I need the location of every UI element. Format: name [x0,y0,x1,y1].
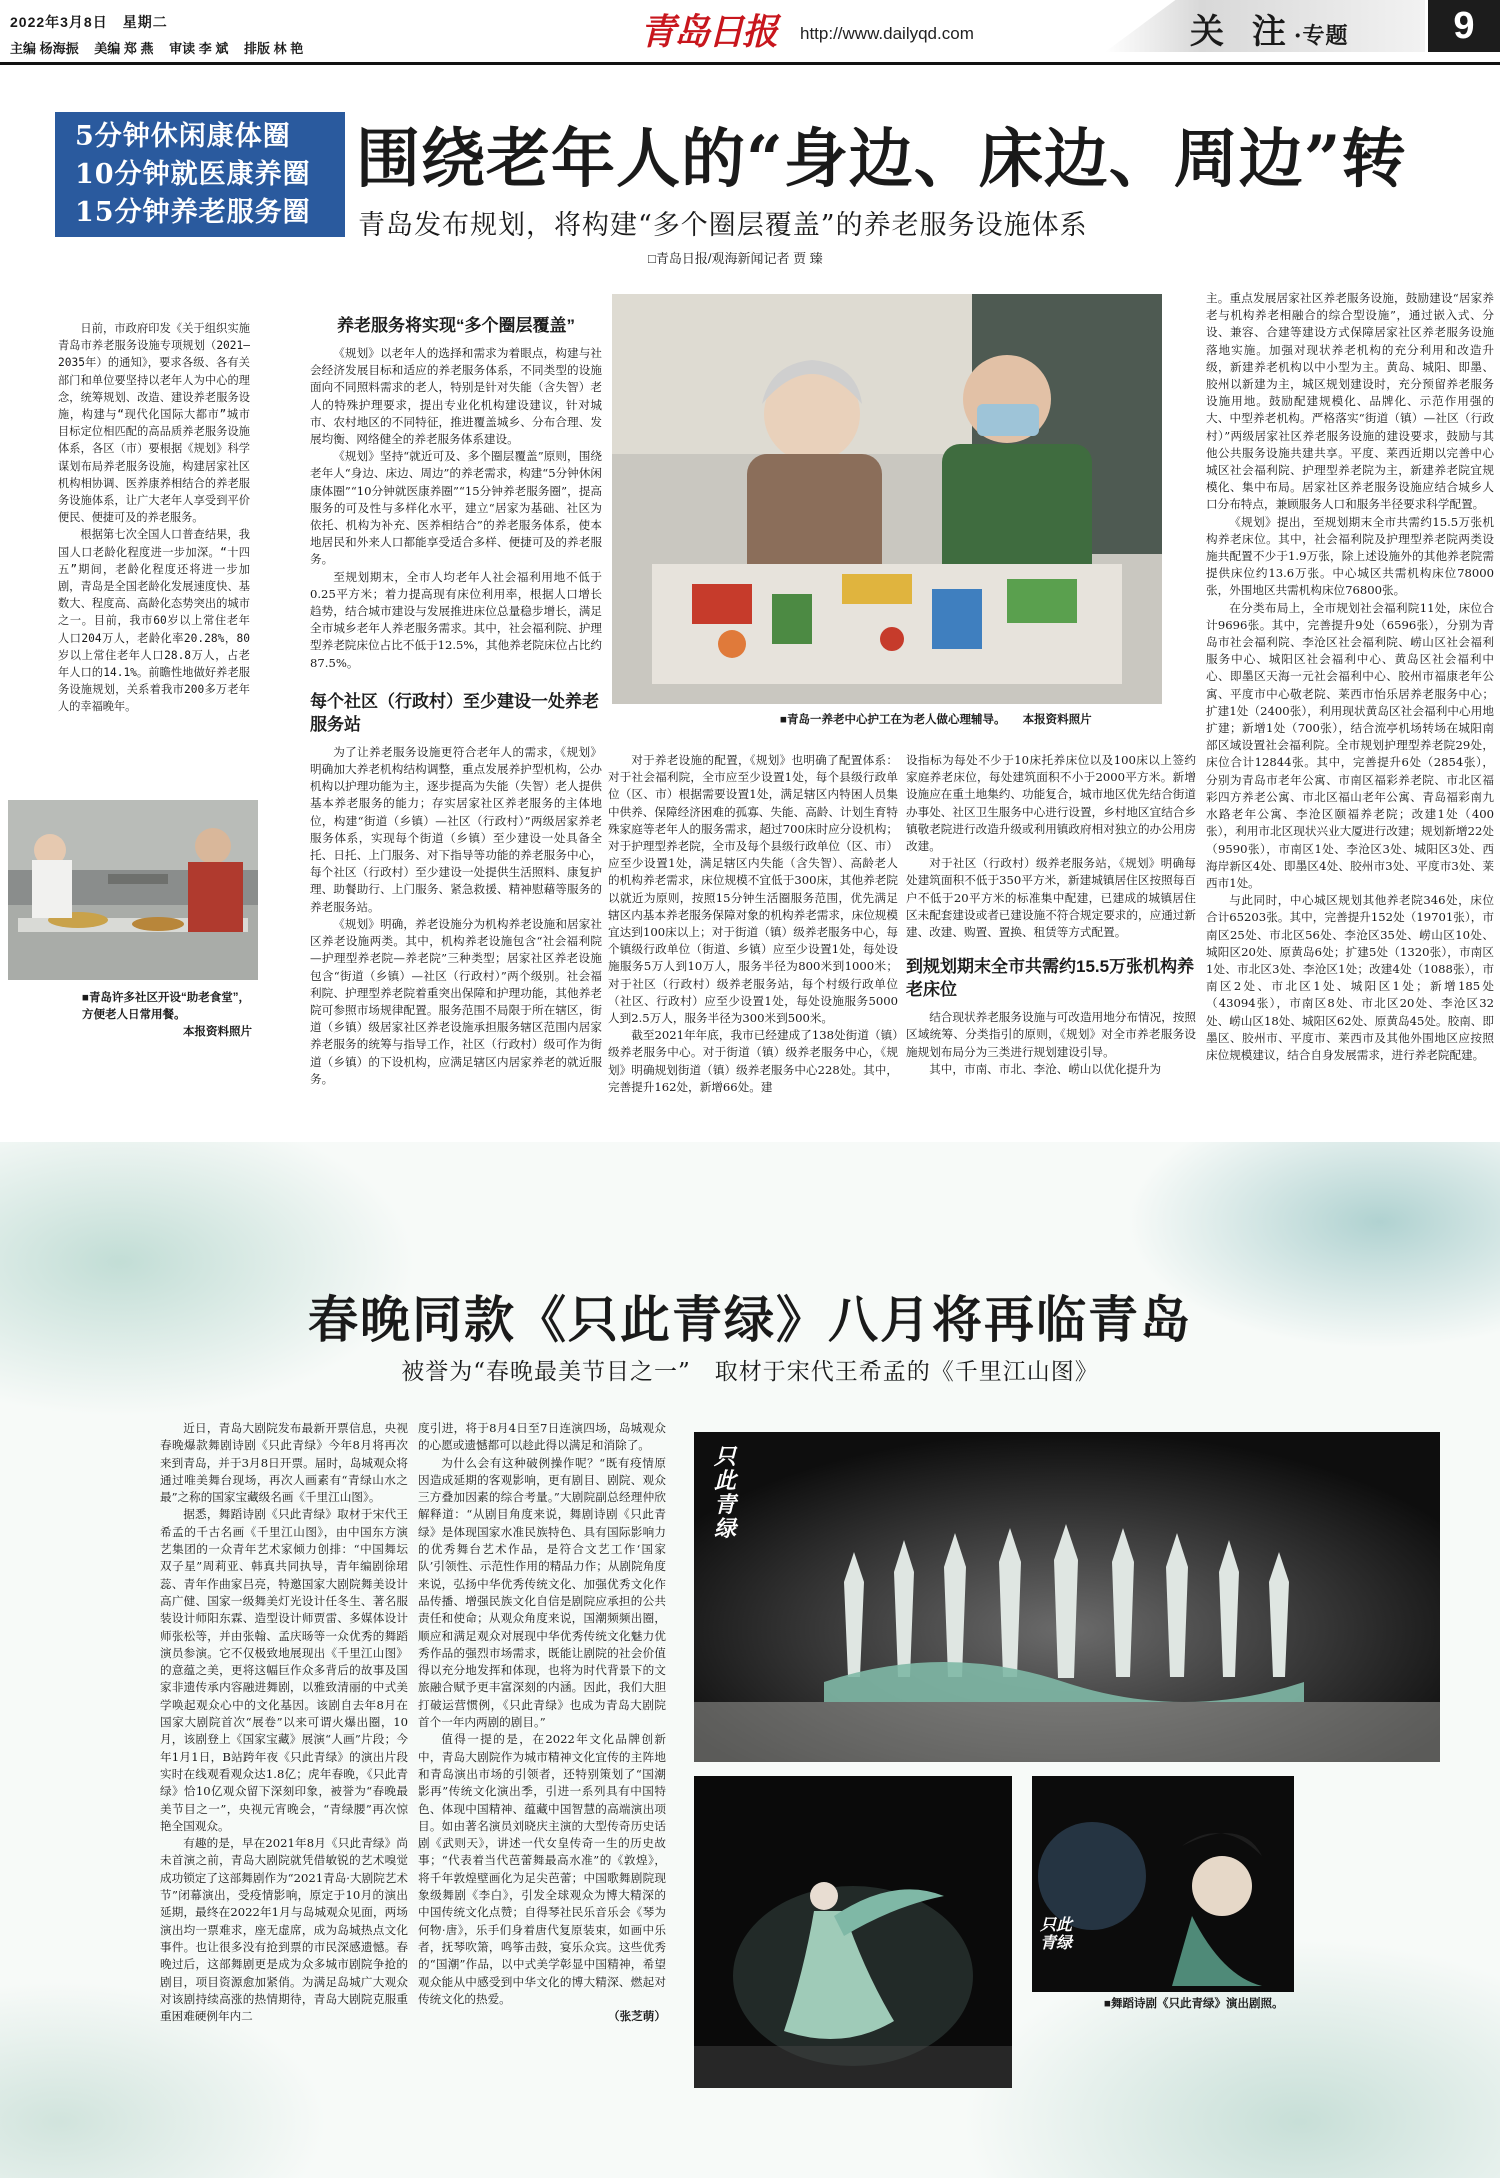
body-paragraph: 《规划》坚持“就近可及、多个圈层覆盖”原则，围绕老年人“身边、床边、周边”的养老需求，构建“5分钟休闲康体圈”“10分钟就医康养圈”“15分钟养老服务圈”，提高服务的可及性与多样化水平，建立“居家为基础、社区为依托、机构为补充、医养相结合”的养老服务体系，使本地居民和外来人口都能享受适合多样、便捷可及的养老服务。 [310,449,602,567]
body-paragraph: 至规划期末，全市人均老年人社会福利用地不低于0.25平方米；着力提高现有床位利用率，根据人口增长趋势，结合城市建设与发展推进床位总量稳步增长，满足全市城乡老年人养老服务需求。其中，社会福利院、护理型养老院床位占比不低于12.5%，其他养老院床位占比约87.5%。 [310,569,602,670]
section-name: 关 注 [1190,12,1294,52]
section-title [1190,4,1349,53]
kicker-line: 15分钟养老服务圈 [75,197,311,228]
lede-paragraph: 根据第七次全国人口普查结果，我国人口老龄化程度进一步加深。“十四五”期间，老龄化程度还将进一步加剧，青岛是全国老龄化发展速度快、基数大、程度高、高龄化态势突出的城市之一。目前，我市60岁以上常住老年人口204万人，老龄化率20.28%，80岁以上常住老年人口28.8万人，占老年人口的14.1%。前瞻性地做好养老服务设施规划，关系着我市200多万老年人的幸福晚年。 [58,528,250,714]
stage-photo-portrait [1032,1776,1294,1992]
page-number: 9 [1428,0,1500,52]
editor-credit: 审读 李 斌 [169,41,229,56]
section-heading: 到规划期末全市共需约15.5万张机构养老床位 [906,957,1195,1000]
body-paragraph: 在分类布局上，全市规划社会福利院11处，床位合计9696张。其中，完善提升9处（6596张），分别为青岛市社会福利院、李沧区社会福利院、崂山区社会福利服务中心、城阳区社会福利中心、黄岛区社会福利中心、即墨区天海一元社会福利中心、胶州市福康老年公寓、平度市中心敬老院、莱西市怡乐居养老服务中心；扩建1处（2400张），利用现状黄岛区社会福利中心用地扩建；新增1处（700张），结合流亭机场转场在城阳南部区域设置社会福利院。全市规划护理型养老院29处，床位合计12844张。其中，完善提升6处（2854张），分别为青岛市老年公寓、市南区福彩养老院、市北区福彩四方养老公寓、市北区福山老年公寓、青岛福彩南九水路老年公寓、李沧区颐福养老院；改建1处（400张），利用市北区现状兴业大厦进行改建；规划新增22处（9590张），市南区1处、李沧区3处、城阳区3处、西海岸新区4处、即墨区4处、胶州市3处、平度市3处、莱西市1处。 [1206,600,1494,890]
lead-lede [58,320,250,766]
body-paragraph: 《规划》以老年人的选择和需求为着眼点，构建与社会经济发展目标和适应的养老服务体系，不同类型的设施面向不同照料需求的老人，特别是针对失能（含失智）老人的特殊护理要求，提出专业化机构建设建议，针对城市、农村地区的不同特征，推进覆盖城乡、分布合理、发展均衡、网络健全的养老服务体系建设。 [310,346,602,447]
caption-text: ■青岛一养老中心护工在为老人做心理辅导。 [780,714,1006,726]
body-paragraph: 《规划》明确，养老设施分为机构养老设施和居家社区养老设施两类。其中，机构养老设施包含“社会福利院—护理型养老院—养老院”三种类型；居家社区养老设施包含“街道（乡镇）—社区（行政村）”两个级别。社会福利院、护理型养老院着重突出保障和护理功能，其他养老院可参照市场规律配置。服务范围不局限于所在辖区，街道（乡镇）级居家社区养老设施承担服务辖区范围内居家养老服务的统筹与指导工作，社区（行政村）级可作为街道（乡镇）的下设机构，应满足辖区内居家养老的就近服务。 [310,916,602,1086]
caregiver-photo [612,294,1162,704]
lead-headline: 围绕老年人的“身边、床边、周边”转 [356,122,1407,197]
masthead-rule [0,62,1500,65]
lead-byline: □青岛日报/观海新闻记者 贾 臻 [648,251,823,266]
newspaper-logo: 青岛日报 [640,11,777,53]
stage-photo-solo [694,1776,1012,2088]
caption-credit: 本报资料照片 [1022,714,1092,726]
body-paragraph: 其中，市南、市北、李沧、崂山以优化提升为 [929,1061,1162,1076]
lead-column-4 [906,752,1196,1130]
show-logo-line: 只此 [1040,1915,1073,1934]
lead-column-2 [310,310,602,1130]
lead-column-5 [1206,290,1494,1130]
editor-credits [10,38,315,57]
show-logo-line: 青绿 [714,1492,737,1542]
kicker-line: 10分钟就医康养圈 [75,159,311,190]
body-paragraph: 为什么会有这种破例操作呢？“既有疫情原因造成延期的客观影响，更有剧目、剧院、观众三方叠加因素的综合考量。”大剧院副总经理仲欣解释道：“从剧目角度来说，舞剧诗剧《只此青绿》是体现国家水准民族特色、具有国际影响力的优秀舞台艺术作品，是符合文艺工作‘国家队’引领性、示范性作用的精品力作；从剧院角度来说，弘扬中华优秀传统文化、加强优秀文化作品传播、增强民族文化自信是剧院应承担的公共责任和使命；从观众角度来说，国潮频频出圈，顺应和满足观众对展现中华优秀传统文化魅力优秀作品的强烈市场需求，既能让剧院的社会价值得以充分地发挥和体现，也将为时代背景下的文旅融合赋予更丰富深刻的内涵。因此，我们大胆打破运营惯例，《只此青绿》也成为青岛大剧院首个一年内两剧的剧目。” [418,1455,666,1730]
feature-headline: 春晚同款《只此青绿》八月将再临青岛 [308,1290,1192,1349]
body-paragraph: 主。重点发展居家社区养老服务设施，鼓励建设“居家养老与机构养老相融合的综合型设施”，通过嵌入式、分设、兼容、合建等建设方式保障居家社区养老服务设施落地实施。加强对现状养老机构的充分利用和改造升级，新建养老机构以中小型为主。黄岛、城阳、即墨、胶州以新建为主，城区规划建设时，充分预留养老服务设施用地。鼓励配建规模化、品牌化、示范作用强的大、中型养老机构。严格落实“街道（镇）—社区（行政村）”两级居家社区养老服务设施的建设要求，鼓励与其他公共服务设施共建共享。平度、莱西近期以完善中心城区社会福利院、护理型养老院为主，新建养老院宜规模化、集中布局。居家社区养老服务设施应结合城乡人口分布特点，兼顾服务人口和服务半径要求科学配置。 [1206,291,1494,512]
stage-photo-portrait-image [1032,1776,1294,1992]
editor-credit: 主编 杨海振 [10,41,79,56]
body-paragraph: 为了让养老服务设施更符合老年人的需求，《规划》明确加大养老机构结构调整，重点发展养护型机构，公办机构以护理功能为主，逐步提高为失能（失智）老人提供基本养老服务的能力；存实居家社区养老服务的主体地位，构建“街道（乡镇）—社区（行政村）”两级居家养老服务体系，实现每个街道（乡镇）至少建设一处具备全托、日托、上门服务、对下指导等功能的养老服务中心，每个社区（行政村）至少建设一处提供生活照料、康复护理、助餐助行、上门服务、紧急救援、精神慰藉等服务的养老服务站。 [310,744,602,914]
caption-credit: 本报资料照片 [183,1026,252,1038]
stage-photo-main [694,1432,1440,1762]
body-paragraph: 对于养老设施的配置，《规划》也明确了配置体系：对于社会福利院，全市应至少设置1处，每个县级行政单位（区、市）根据需要设置1处，满足辖区内特困人员集中供养、保障经济困难的孤寡、失能、高龄、计划生育特殊家庭等老年人的服务需求，超过700床时应分设机构；对于护理型养老院，全市及每个县级行政单位（区、市）应至少设置1处，满足辖区内失能（含失智）、高龄老人的机构养老需求，床位规模不宜低于300床，其他养老院以就近为原则，按照15分钟生活圈服务范围，优先满足辖区内基本养老服务保障对象的机构养老需求，床位规模宜达到100床以上；对于街道（镇）级养老服务中心，每个镇级行政单位（街道、乡镇）应至少设置1处，每处设施服务5万人到10万人，服务半径为800米到1000米；对于社区（行政村）级养老服务站，每个村级行政单位（社区、行政村）应至少设置1处，每处设施服务5000人到2.5万人，服务半径为300米到500米。 [608,753,898,1026]
issue-date: 2022年3月8日 星期二 [10,14,168,30]
section-heading: 每个社区（行政村）至少建设一处养老服务站 [310,691,599,734]
canteen-photo-image [8,800,258,980]
feature-author: （张芝萌） [608,2009,666,2024]
stage-photo-caption: ■舞蹈诗剧《只此青绿》演出剧照。 [1104,1998,1284,2010]
stage-photo-solo-image [694,1776,1012,2088]
newspaper-url[interactable]: http://www.dailyqd.com [800,24,974,43]
feature-column-2 [418,1420,666,2172]
body-paragraph: 结合现状养老服务设施与可改造用地分布情况，按照区域统筹、分类指引的原则，《规划》对全市养老服务设施规划布局分为三类进行规划建设引导。 [906,1010,1196,1059]
feature-column-1 [160,1420,408,2162]
masthead [0,0,1500,72]
body-paragraph: 设指标为每处不少于10床托养床位以及100床以上签约家庭养老床位，每处建筑面积不小于2000平方米。新增设施应在重土地集约、功能复合，城市地区优先结合街道办事处、社区卫生服务中心进行设置，乡村地区宜结合乡镇敬老院进行改造升级或利用镇政府相对独立的办公用房改建。 [906,753,1196,854]
kicker-line: 5分钟休闲康体圈 [75,121,291,152]
caregiver-photo-caption [780,712,1160,729]
editor-credit: 美编 郑 燕 [94,41,154,56]
body-paragraph: 值得一提的是，在2022年文化品牌创新中，青岛大剧院作为城市精神文化宜传的主阵地和青岛演出市场的引领者，还特别策划了“国潮影再”传统文化演出季，引进一系列具有中国特色、体现中国精神、蕴藏中国智慧的高端演出项目。如由著名演员刘晓庆主演的大型传奇历史话剧《武则天》，讲述一代女皇传奇一生的历史故事；“代表着当代芭蕾舞最高水准”的《敦煌》，将千年敦煌壁画化为足尖芭蕾；中国歌舞剧院现象级舞剧《李白》，引发全球观众为博大精深的中国传统文化点赞；自得琴社民乐音乐会《琴为何物·唐》，乐手们身着唐代复原装束，如画中乐者，抚琴吹箫，鸣筝击鼓，宴乐众宾。这些优秀的“国潮”作品，以中式美学彰显中国精神，希望观众能从中感受到中华文化的博大精深、燃起对传统文化的热爱。 [418,1732,666,2006]
body-paragraph: 截至2021年年底，我市已经建成了138处街道（镇）级养老服务中心。对于街道（镇）级养老服务中心，《规划》明确规划街道（镇）级养老服务中心228处。其中，完善提升162处，新增66处。建 [608,1028,898,1094]
show-logo-line: 只此 [714,1444,737,1494]
lead-column-3 [608,752,898,1130]
show-logo-small [1040,1916,1072,1952]
show-logo-line: 青绿 [1040,1933,1073,1952]
body-paragraph: 近日，青岛大剧院发布最新开票信息，央视春晚爆款舞剧诗剧《只此青绿》今年8月将再次来到青岛，并于3月8日开票。届时，岛城观众将通过唯美舞台现场，再次人画素有“青绿山水之最”之称的国家宝藏级名画《千里江山图》。 [160,1421,408,1505]
body-paragraph: 度引进，将于8月4日至7日连演四场，岛城观众的心愿或遗憾都可以趁此得以满足和消除了。 [418,1421,666,1453]
body-paragraph: 有趣的是，早在2021年8月《只此青绿》尚未首演之前，青岛大剧院就凭借敏锐的艺术嗅觉成功锁定了这部舞剧作为“2021青岛·大剧院艺术节”闭幕演出，受疫情影响，原定于10月的演出延期，最终在2022年1月与岛城观众见面，两场演出均一票难求，座无虚席，成为岛城热点文化事件。也让很多没有抢到票的市民深感遗憾。春晚过后，这部舞剧更是成为众多城市剧院争抢的剧目，项目资源愈加紧俏。为满足岛城广大观众对该剧持续高涨的热情期待，青岛大剧院克服重重困难硬例年内二 [160,1836,408,2024]
body-paragraph: 据悉，舞蹈诗剧《只此青绿》取材于宋代王希孟的千古名画《千里江山图》，由中国东方演艺集团的一众青年艺术家倾力创排：“中国舞坛双子星”周莉亚、韩真共同执导，青年编剧徐珺蕊、青年作曲家吕亮，特邀国家大剧院舞美设计高广健、国家一级舞美灯光设计任冬生、著名服装设计师阳东霖、造型设计师贾雷、多媒体设计师张松等，并由张翰、孟庆旸等一众优秀的舞蹈演员参演。它不仅极致地展现出《千里江山图》的意蕴之美，更将这幅巨作众多背后的故事及国家非遗传承内容融进舞剧，以雅致清丽的中式美学唤起观众心中的文化基因。该剧自去年8月在国家大剧院首次“展卷”以来可谓火爆出圈，10月，该剧登上《国家宝藏》展演“人画”片段；今年1月1日，B站跨年夜《只此青绿》的演出片段实时在线观看观众达1.8亿；虎年春晚，《只此青绿》恰10亿观众留下深刻印象，被誉为“春晚最美节目之一”，央视元宵晚会，“青绿腰”再次惊艳全国观众。 [160,1507,408,1833]
headline-kicker [55,112,345,237]
body-paragraph: 《规划》提出，至规划期末全市共需约15.5万张机构养老床位。其中，社会福利院及护理型养老院两类设施共配置不少于1.9万张，除上述设施外的其他养老院需提供床位约13.6万张。中心城区共需机构床位78000张，外围地区共需机构床位76800张。 [1206,514,1494,598]
feature-subheadline: 被誉为“春晚最美节目之一” 取材于宋代王希孟的《千里江山图》 [401,1359,1099,1385]
canteen-photo [8,800,258,980]
caption-text: ■青岛许多社区开设“助老食堂”，方便老人日常用餐。 [82,992,250,1021]
body-paragraph: 对于社区（行政村）级养老服务站，《规划》明确每处建筑面积不低于350平方米，新建城镇居住区按照每百户不低于20平方米的标准集中配建，已建成的城镇居住区未配套建设或者已建设施不符合规定要求的，应通过新建、改建、购置、置换、租赁等方式配置。 [906,856,1196,940]
caregiver-photo-image [612,294,1162,704]
stage-photo-main-image [694,1432,1440,1762]
body-paragraph: 与此同时，中心城区规划其他养老院346处，床位合计65203张。其中，完善提升152处（19701张），市南区25处、市北区56处、李沧区35处、崂山区10处、城阳区20处、原黄岛6处；扩建5处（1320张），市南区1处、市北区3处、李沧区1处；改建4处（1088张），市南区2处、市北区1处、城阳区1处；新增185处（43094张），市南区8处、市北区20处、李沧区32处、崂山区18处、城阳区62处、原黄岛45处。胶南、即墨区、胶州市、平度市、莱西市及其他外围地区应按照床位规模建议，结合自身发展需求，进行养老院配建。 [1206,893,1494,1062]
lede-paragraph: 日前，市政府印发《关于组织实施青岛市养老服务设施专项规划（2021—2035年）的通知》，要求各级、各有关部门和单位要坚持以老年人为中心的理念，统筹规划、改造、建设养老服务设施，构建与“现代化国际大都市”城市目标定位相匹配的高品质养老服务设施体系，各区（市）要根据《规划》科学谋划布局养老服务设施，构建居家社区机构相协调、医养康养相结合的养老服务设施体系，让广大老年人享受到平价便民、便捷可及的养老服务。 [58,322,250,525]
canteen-photo-caption [82,990,252,1041]
section-heading: 养老服务将实现“多个圈层覆盖” [337,316,575,335]
show-logo [714,1445,754,1541]
section-suffix: ·专题 [1293,23,1349,49]
editor-credit: 排版 林 艳 [243,41,304,56]
lead-subheadline: 青岛发布规划，将构建“多个圈层覆盖”的养老服务设施体系 [358,210,1088,241]
